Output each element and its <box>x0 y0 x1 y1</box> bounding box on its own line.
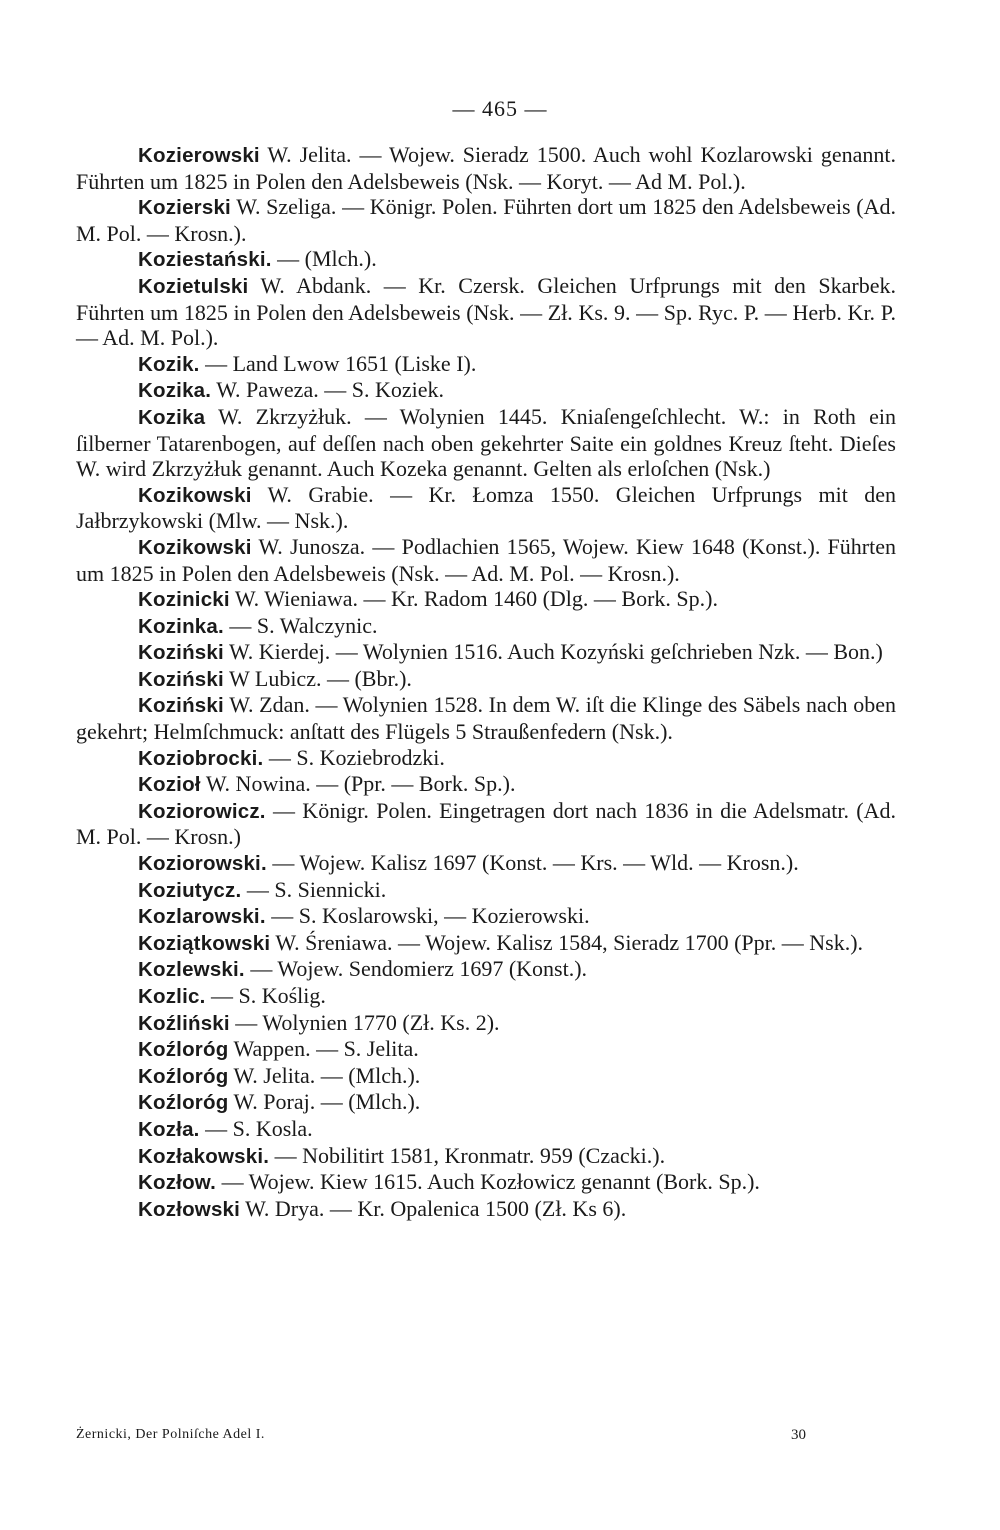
entry-text: W. Zkrzyżłuk. — Wolynien 1445. Kniaſengeſchlecht. W.: in Roth ein ſilberner Tatarenbogen, auf deſſen nach oben gekehrter Saite ein goldnes Kreuz ſteht. Dieſes W. wird Zkrzyżłuk genannt. Auch Kozeka genannt. Gelten als erloſchen (Nsk.) <box>76 403 896 482</box>
entry <box>76 903 896 930</box>
entry-text: W. Grabie. — Kr. Łomza 1550. Gleichen Urfprungs mit den Jałbrzykowski (Mlw. — Nsk.). <box>76 481 896 534</box>
entry <box>76 666 896 693</box>
entry-headword: Kozinka. <box>138 614 224 638</box>
entry <box>76 194 896 246</box>
entry-headword: Kozlarowski. <box>138 905 266 929</box>
entry-headword: Kozietulski <box>138 274 249 298</box>
entry <box>76 586 896 613</box>
entry-headword: Koziutycz. <box>138 878 242 902</box>
entry-headword: Koziestański. <box>138 248 272 272</box>
entry <box>76 377 896 404</box>
entry-headword: Koziorowski. <box>138 852 267 876</box>
footer-citation: Żernicki, Der Polniſche Adel I. <box>76 1427 265 1442</box>
entry <box>76 771 896 798</box>
entry <box>76 798 896 850</box>
entry-text: W. Zdan. — Wolynien 1528. In dem W. iſt die Klinge des Säbels nach oben gekehrt; Helmſchmuck: anſtatt des Flügels 5 Straußenfedern (Nsk.). <box>76 692 896 745</box>
entry-text: W. Poraj. — (Mlch.). <box>233 1089 421 1115</box>
entry-text: — S. Siennicki. <box>246 876 387 902</box>
entry <box>76 1116 896 1143</box>
entry-text: — (Mlch.). <box>277 246 377 272</box>
entry <box>76 1089 896 1116</box>
entry-headword: Kozika. <box>138 379 212 403</box>
entry <box>76 1036 896 1063</box>
entry-headword: Kozioł <box>138 773 201 797</box>
entry-text: — S. Koziebrodzki. <box>268 744 445 770</box>
entry <box>76 850 896 877</box>
entry-headword: Koźloróg <box>138 1064 229 1088</box>
entry-list <box>76 142 896 1222</box>
entry-text: W. Junosza. — Podlachien 1565, Wojew. Kiew 1648 (Konst.). Führten um 1825 in Polen den Adelsbeweis (Nsk. — Ad. M. Pol. — Krosn.). <box>76 533 896 586</box>
entry-headword: Koziński <box>138 641 224 665</box>
entry-headword: Koźloróg <box>138 1038 229 1062</box>
entry <box>76 930 896 957</box>
entry <box>76 482 896 534</box>
entry-headword: Kozłakowski. <box>138 1144 270 1168</box>
entry-text: — Wojew. Kalisz 1697 (Konst. — Krs. — Wld. — Krosn.). <box>272 850 799 876</box>
page-number: — 465 — <box>452 96 548 121</box>
entry-text: — Wojew. Kiew 1615. Auch Kozłowicz genannt (Bork. Sp.). <box>221 1169 760 1195</box>
entry <box>76 1169 896 1196</box>
entry <box>76 273 896 351</box>
entry-text: W. Abdank. — Kr. Czersk. Gleichen Urfprungs mit den Skarbek. Führten um 1825 in Polen den Adelsbeweis (Nsk. — Zł. Ks. 9. — Sp. Ryc. P. — Herb. Kr. P. — Ad. M. Pol.). <box>76 272 896 351</box>
entry-text: W. Śreniawa. — Wojew. Kalisz 1584, Sieradz 1700 (Ppr. — Nsk.). <box>275 929 864 955</box>
entry-headword: Koziorowicz. <box>138 799 266 823</box>
entry <box>76 745 896 772</box>
entry-headword: Kozinicki <box>138 588 230 612</box>
entry <box>76 1010 896 1037</box>
footer-signature-mark: 30 <box>791 1427 806 1443</box>
entry-headword: Koźloróg <box>138 1091 229 1115</box>
entry-text: — Land Lwow 1651 (Liske I). <box>205 350 477 376</box>
entry <box>76 1063 896 1090</box>
entry <box>76 983 896 1010</box>
entry-text: — S. Koślig. <box>210 983 326 1008</box>
entry <box>76 1196 896 1223</box>
entry-text: W. Drya. — Kr. Opalenica 1500 (Zł. Ks 6). <box>245 1195 627 1221</box>
entry-text: — S. Koslarowski, — Kozierowski. <box>271 903 590 929</box>
entry <box>76 351 896 378</box>
entry-text: — Königr. Polen. Eingetragen dort nach 1836 in die Adelsmatr. (Ad. M. Pol. — Krosn.) <box>76 797 896 850</box>
entry-headword: Koziński <box>138 694 224 718</box>
entry <box>76 246 896 273</box>
entry <box>76 613 896 640</box>
entry-text: — S. Walczynic. <box>229 612 378 638</box>
entry-text: — S. Kosla. <box>205 1115 313 1141</box>
entry <box>76 142 896 194</box>
entry-headword: Koziątkowski <box>138 931 271 955</box>
entry-text: W. Szeliga. — Königr. Polen. Führten dort um 1825 den Adelsbeweis (Ad. M. Pol. — Krosn.). <box>76 194 896 246</box>
entry-headword: Kozłowski <box>138 1197 241 1221</box>
entry-headword: Koźliński <box>138 1011 230 1035</box>
entry-text: W. Jelita. — Wojew. Sieradz 1500. Auch wohl Kozlarowski genannt. Führten um 1825 in Polen den Adelsbeweis (Nsk. — Koryt. — Ad M. Pol.). <box>76 142 896 194</box>
entry <box>76 692 896 744</box>
entry-headword: Koziński <box>138 667 224 691</box>
entry-headword: Kozierski <box>138 196 231 220</box>
entry-text: W. Nowina. — (Ppr. — Bork. Sp.). <box>205 771 516 797</box>
entry-text: W Lubicz. — (Bbr.). <box>229 665 412 691</box>
entry-headword: Kozikowski <box>138 483 252 507</box>
entry-headword: Kozłow. <box>138 1171 217 1195</box>
entry <box>76 1143 896 1170</box>
entry-text: W. Wieniawa. — Kr. Radom 1460 (Dlg. — Bork. Sp.). <box>234 586 718 612</box>
entry-headword: Kozlewski. <box>138 958 245 982</box>
entry-headword: Kozlic. <box>138 985 206 1008</box>
entry <box>76 877 896 904</box>
entry-headword: Koziobrocki. <box>138 746 264 770</box>
entry-text: W. Kierdej. — Wolynien 1516. Auch Kozyński geſchrieben Nzk. — Bon.) <box>229 639 883 665</box>
entry <box>76 404 896 482</box>
entry <box>76 956 896 983</box>
entry-headword: Kozierowski <box>138 144 260 167</box>
entry <box>76 639 896 666</box>
entry-text: — Wojew. Sendomierz 1697 (Konst.). <box>250 956 588 982</box>
entry-text: — Wolynien 1770 (Zł. Ks. 2). <box>235 1009 500 1035</box>
entry-text: — Nobilitirt 1581, Kronmatr. 959 (Czacki.). <box>274 1142 666 1168</box>
entry-headword: Kozła. <box>138 1117 200 1141</box>
entry-text: W. Jelita. — (Mlch.). <box>233 1062 421 1088</box>
entry-text: W. Paweza. — S. Koziek. <box>216 377 444 403</box>
entry-headword: Kozik. <box>138 352 200 376</box>
entry-headword: Kozikowski <box>138 535 252 559</box>
entry <box>76 534 896 586</box>
entry-headword: Kozika <box>138 405 206 429</box>
entry-text: Wappen. — S. Jelita. <box>233 1036 419 1062</box>
